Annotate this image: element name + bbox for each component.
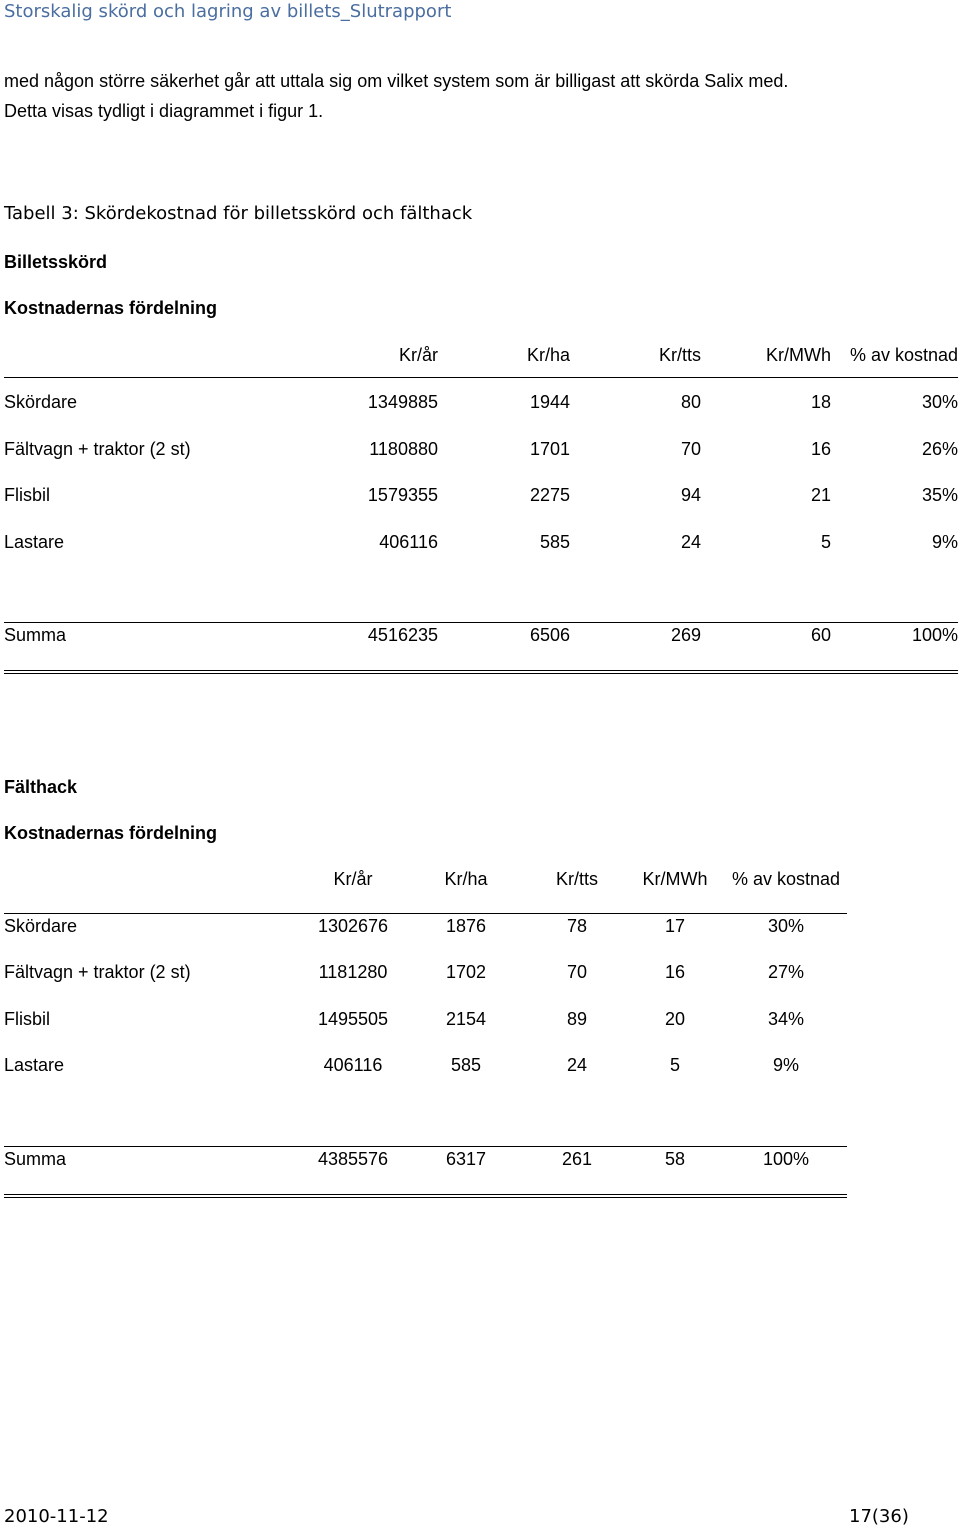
table-row-cell: 9% [931,531,958,552]
total-row-cell: 100% [911,625,958,645]
table-row-cell: 16 [810,438,831,459]
column-header: Kr/tts [658,345,701,365]
header-divider [4,913,847,914]
table-row-cell: 1944 [529,392,570,412]
total-row-cell: 58 [664,1149,686,1169]
table-row-cell: 585 [450,1054,482,1075]
intro-line-2: Detta visas tydligt i diagrammet i figur 1. [4,101,324,121]
table-row-cell: 70 [566,962,588,983]
table-row-cell: 24 [566,1054,588,1075]
total-row-cell: 6317 [445,1149,487,1169]
table-row-label: Skördare [4,916,78,936]
table-row-label: Lastare [4,531,65,552]
table-row-label: Flisbil [4,485,51,505]
table-row-cell: 1180880 [369,438,438,459]
table-row-cell: 78 [566,916,588,936]
total-row-cell: 4385576 [317,1149,389,1169]
table-row-cell: 585 [539,531,570,552]
column-header: Kr/MWh [642,869,708,889]
total-row-cell: 4516235 [367,625,438,645]
table-row-cell: 2154 [445,1008,487,1029]
table-row-cell: 1579355 [367,485,438,505]
table-row-cell: 5 [820,531,831,552]
table-row-cell: 1302676 [317,916,389,936]
table-row-cell: 1349885 [367,392,438,412]
total-divider [4,1146,847,1147]
table-row-label: Fältvagn + traktor (2 st) [4,438,191,459]
table-row-cell: 406116 [379,531,438,552]
table-row-cell: 21 [810,485,831,505]
table-row-cell: 34% [767,1008,805,1029]
intro-line-1: med någon större säkerhet går att uttala sig om vilket system som är billigast att skörda Salix med. [4,71,789,91]
table-row-cell: 70 [680,438,701,459]
section-title-falthack: Fälthack [4,777,78,797]
document-header-title: Storskalig skörd och lagring av billets_Slutrapport [4,1,452,22]
total-row-cell: 261 [561,1149,593,1169]
total-row-cell: 100% [762,1149,810,1169]
table-row-label: Flisbil [4,1008,51,1029]
header-divider [4,377,958,378]
table-row-cell: 9% [772,1054,799,1075]
total-double-underline [4,1194,847,1198]
table-row-cell: 17 [664,916,686,936]
table-row-cell: 20 [664,1008,686,1029]
section-subtitle-billetsskord: Kostnadernas fördelning [4,298,218,318]
column-header: % av kostnad [731,869,841,889]
total-row-label: Summa [4,1149,67,1169]
table-row-cell: 24 [680,531,701,552]
column-header: Kr/år [333,869,373,889]
table-row-label: Skördare [4,392,78,412]
table-row-cell: 27% [767,962,805,983]
table-row-cell: 2275 [529,485,570,505]
column-header: Kr/ha [444,869,488,889]
footer-date: 2010-11-12 [4,1506,109,1527]
table-row-cell: 26% [921,438,958,459]
total-row-cell: 269 [670,625,701,645]
total-row-cell: 60 [810,625,831,645]
table-row-cell: 18 [810,392,831,412]
table-row-cell: 1702 [445,962,487,983]
table-row-cell: 30% [921,392,958,412]
table-row-cell: 16 [664,962,686,983]
total-double-underline [4,670,958,674]
table-row-cell: 35% [921,485,958,505]
footer-page-number: 17(36) [849,1506,909,1527]
table-row-cell: 1701 [529,438,570,459]
total-row-cell: 6506 [529,625,570,645]
column-header: Kr/år [398,345,438,365]
table-row-cell: 80 [680,392,701,412]
column-header: % av kostnad [849,345,958,365]
column-header: Kr/tts [555,869,598,889]
table-row-label: Lastare [4,1054,65,1075]
table-row-cell: 89 [566,1008,588,1029]
table-row-cell: 1876 [445,916,487,936]
table-row-cell: 94 [680,485,701,505]
section-subtitle-falthack: Kostnadernas fördelning [4,823,218,843]
column-header: Kr/ha [526,345,570,365]
table-row-cell: 30% [767,916,805,936]
table-row-cell: 5 [669,1054,680,1075]
table-row-cell: 1495505 [317,1008,389,1029]
table-row-cell: 1181280 [318,962,388,983]
total-divider [4,622,958,623]
table-row-label: Fältvagn + traktor (2 st) [4,962,191,983]
section-title-billetsskord: Billetsskörd [4,252,108,272]
total-row-label: Summa [4,625,67,645]
column-header: Kr/MWh [766,345,831,365]
table-row-cell: 406116 [323,1054,383,1075]
table-caption: Tabell 3: Skördekostnad för billetsskörd och fälthack [4,203,473,224]
